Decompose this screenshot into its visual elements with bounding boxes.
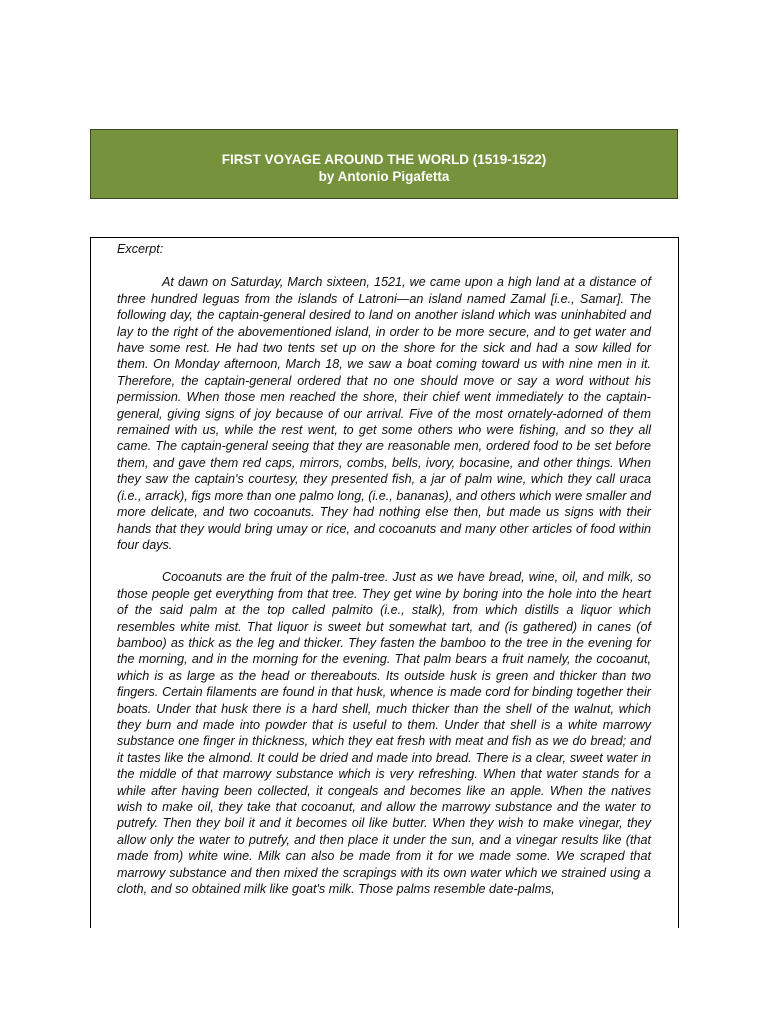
document-author: by Antonio Pigafetta	[318, 169, 450, 184]
excerpt-box	[90, 237, 679, 928]
excerpt-label: Excerpt:	[117, 242, 164, 256]
document-title: FIRST VOYAGE AROUND THE WORLD (1519-1522)	[221, 152, 547, 167]
excerpt-paragraph-1: At dawn on Saturday, March sixteen, 1521, we came upon a high land at a distance of three hundred leguas from the islands of Latroni—an island named Zamal [i.e., Samar]. The following day, the captain-general desired to land on another island which was uninhabited and lay to the right of the abovementioned island, in order to be more secure, and to get water and have some rest. He had two tents set up on the shore for the sick and had a sow killed for them. On Monday afternoon, March 18, we saw a boat coming toward us with nine men in it. Therefore, the captain-general ordered that no one should move or say a word without his permission. When those men reached the shore, their chief went immediately to the captain-general, giving signs of joy because of our arrival. Five of the most ornately-adorned of them remained with us, while the rest went, to get some others who were fishing, and so they all came. The captain-general seeing that they are reasonable men, ordered food to be set before them, and gave them red caps, mirrors, combs, bells, ivory, bocasine, and other things. When they saw the captain's courtesy, they presented fish, a jar of palm wine, which they call uraca (i.e., arrack), figs more than one palmo long, (i.e., bananas), and others which were smaller and more delicate, and two cocoanuts. They had nothing else then, but made us signs with their hands that they would bring umay or rice, and cocoanuts and many other articles of food within four days.	[117, 275, 651, 552]
title-banner	[90, 129, 678, 199]
excerpt-paragraph-2: Cocoanuts are the fruit of the palm-tree. Just as we have bread, wine, oil, and milk, so those people get everything from that tree. They get wine by boring into the hole into the heart of the said palm at the top called palmito (i.e., stalk), from which distills a liquor which resembles white mist. That liquor is sweet but somewhat tart, and (is gathered) in canes (of bamboo) as thick as the leg and thicker. They fasten the bamboo to the tree in the evening for the morning, and in the morning for the evening. That palm bears a fruit namely, the cocoanut, which is as large as the head or thereabouts. Its outside husk is green and thicker than two fingers. Certain filaments are found in that husk, whence is made cord for binding together their boats. Under that husk there is a hard shell, much thicker than the shell of the walnut, which they burn and made into powder that is useful to them. Under that shell is a white marrowy substance one finger in thickness, which they eat fresh with meat and fish as we do bread; and it tastes like the almond. It could be dried and made into bread. There is a clear, sweet water in the middle of that marrowy substance which is very refreshing. When that water stands for a while after having been collected, it congeals and becomes like an apple. When the natives wish to make oil, they take that cocoanut, and allow the marrowy substance and the water to putrefy. Then they boil it and it becomes oil like butter. When they wish to make vinegar, they allow only the water to putrefy, and then place it under the sun, and a vinegar results like (that made from) white wine. Milk can also be made from it for we made some. We scraped that marrowy substance and then mixed the scrapings with its own water which we strained using a cloth, and so obtained milk like goat's milk. Those palms resemble date-palms,	[117, 570, 651, 897]
